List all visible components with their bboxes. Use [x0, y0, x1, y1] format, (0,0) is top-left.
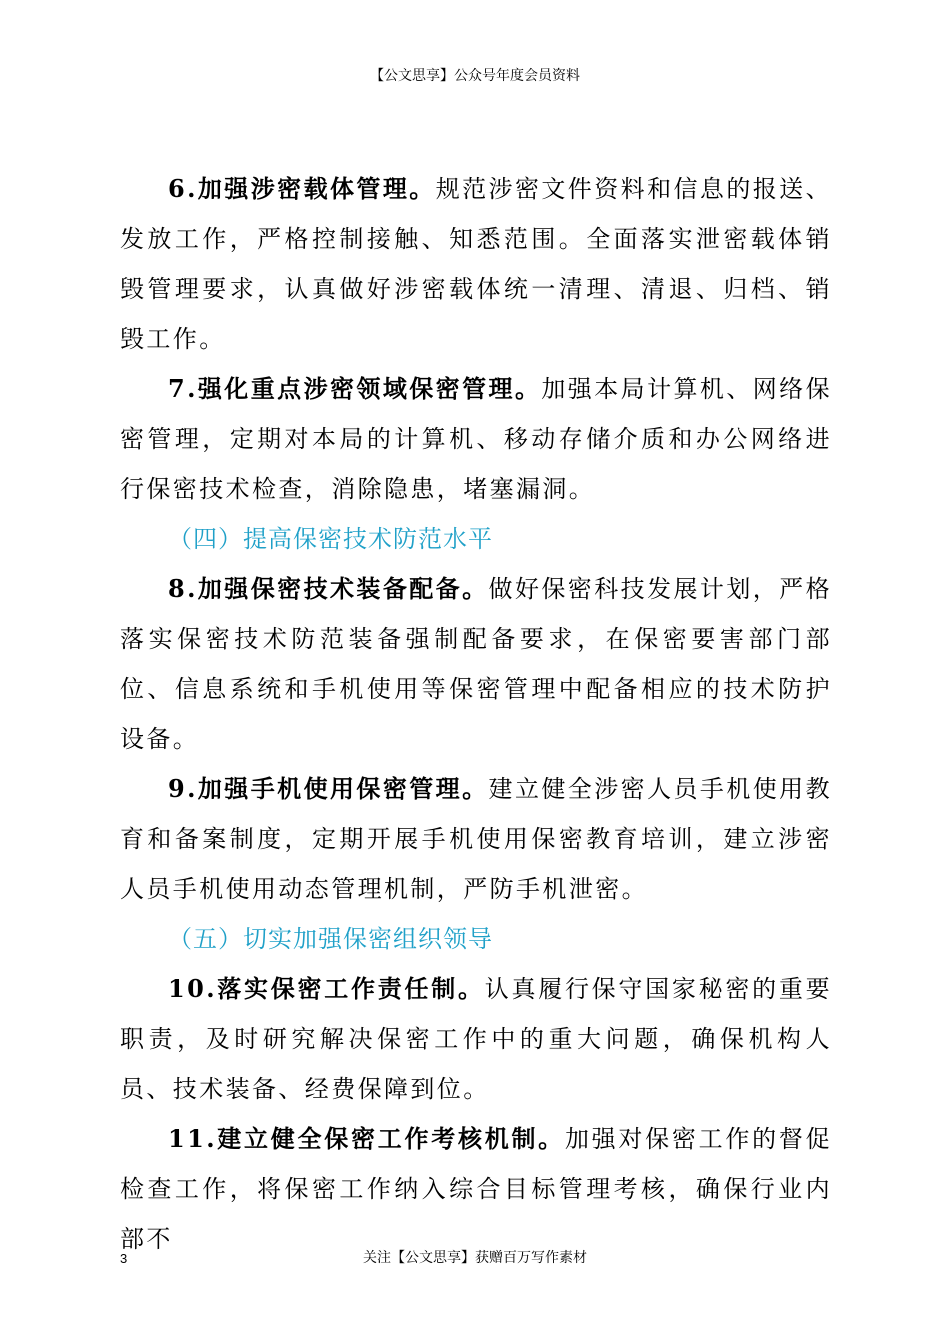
page-footer: 关注【公文思享】获赠百万写作素材	[363, 1250, 587, 1266]
paragraph-7-heading: 7.强化重点涉密领域保密管理。	[168, 374, 542, 403]
paragraph-6-text: 规范涉密文件资料和信息的报送、发放工作，严格控制接触、知悉范围。全面落实泄密载体销毁管理要求，认真做好涉密载体统一清理、清退、归档、销毁工作。	[120, 175, 832, 353]
paragraph-10-heading: 10.落实保密工作责任制。	[168, 974, 485, 1003]
section-heading-5: （五）切实加强保密组织领导	[168, 925, 493, 953]
section-heading-4: （四）提高保密技术防范水平	[168, 525, 493, 553]
paragraph-11-heading: 11.建立健全保密工作考核机制。	[168, 1124, 565, 1153]
paragraph-9-text: 建立健全涉密人员手机使用教育和备案制度，定期开展手机使用保密教育培训，建立涉密人员手机使用动态管理机制，严防手机泄密。	[120, 775, 832, 903]
paragraph-7-text: 加强本局计算机、网络保密管理，定期对本局的计算机、移动存储介质和办公网络进行保密技术检查，消除隐患，堵塞漏洞。	[120, 375, 832, 503]
document-body	[120, 164, 832, 1264]
paragraph-11	[120, 1114, 832, 1264]
paragraph-9-heading: 9.加强手机使用保密管理。	[168, 774, 489, 803]
paragraph-6	[120, 164, 832, 364]
paragraph-8	[120, 564, 832, 764]
paragraph-11-text: 加强对保密工作的督促检查工作，将保密工作纳入综合目标管理考核，确保行业内部不	[120, 1125, 833, 1253]
paragraph-7	[120, 364, 832, 514]
page-header: 【公文思享】公众号年度会员资料	[370, 68, 580, 84]
paragraph-9	[120, 764, 832, 914]
paragraph-10-text: 认真履行保守国家秘密的重要职责，及时研究解决保密工作中的重大问题，确保机构人员、技术装备、经费保障到位。	[120, 975, 833, 1103]
paragraph-10	[120, 964, 832, 1114]
paragraph-8-text: 做好保密科技发展计划，严格落实保密技术防范装备强制配备要求，在保密要害部门部位、信息系统和手机使用等保密管理中配备相应的技术防护设备。	[120, 575, 832, 753]
paragraph-8-heading: 8.加强保密技术装备配备。	[168, 574, 489, 603]
page-number: 3	[120, 1251, 128, 1266]
paragraph-6-heading: 6.加强涉密载体管理。	[168, 174, 436, 203]
